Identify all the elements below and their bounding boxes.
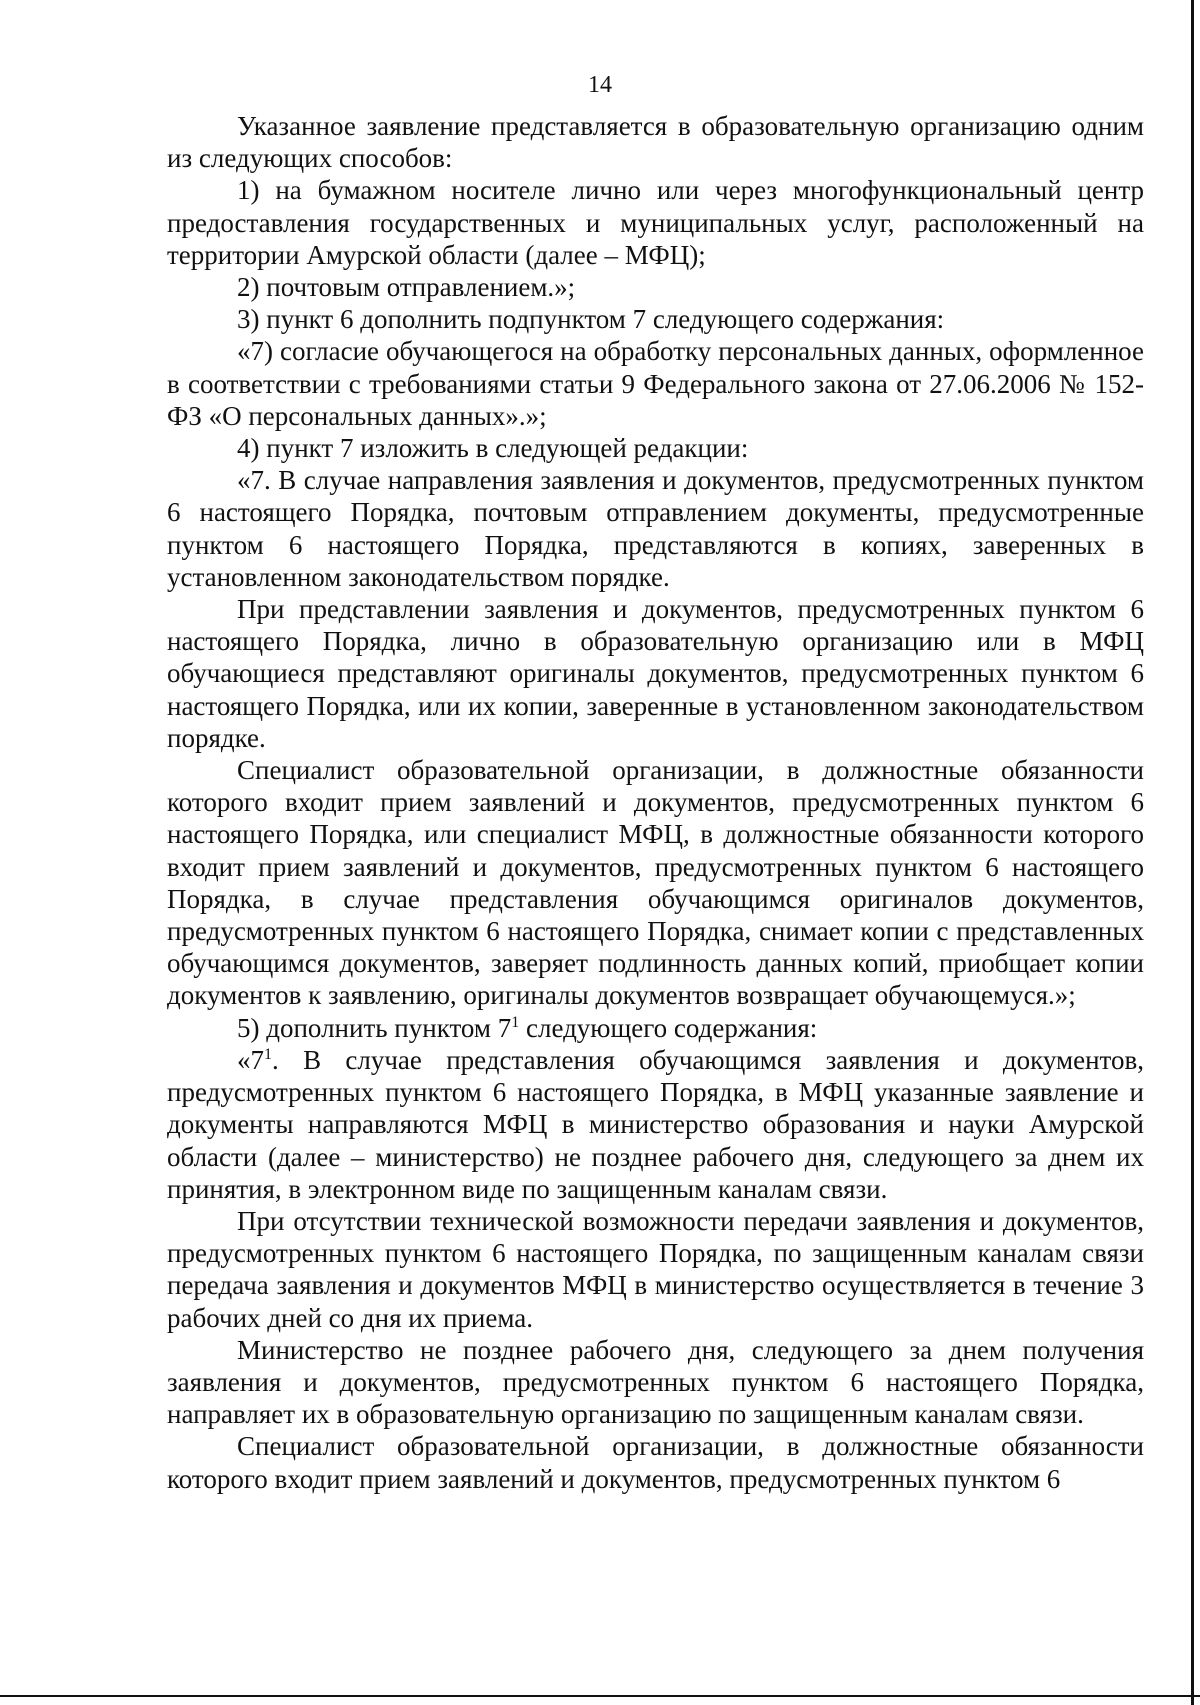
paragraph-10-text-end: следующего содержания: xyxy=(519,1012,818,1043)
paragraph-2: 1) на бумажном носителе лично или через многофункциональный центр предоставления государственных и муниципальных услуг, расположенный на территории Амурской области (далее – МФЦ); xyxy=(167,175,1144,270)
paragraph-3: 2) почтовым отправлением.»; xyxy=(237,272,576,303)
page-number: 14 xyxy=(588,72,612,98)
paragraph-6: 4) пункт 7 изложить в следующей редакции: xyxy=(237,433,749,464)
paragraph-7: «7. В случае направления заявления и документов, предусмотренных пунктом 6 настоящего Порядка, почтовым отправлением документы, предусмотренные пунктом 6 настоящего Порядка, представляются в копиях, заверенных в установленном законодательством порядке. xyxy=(167,465,1144,592)
paragraph-10 xyxy=(167,1012,1144,1044)
paragraph-11 xyxy=(167,1044,1144,1205)
page-edge-right xyxy=(1191,0,1194,1705)
paragraph-5: «7) согласие обучающегося на обработку персональных данных, оформленное в соответствии с требованиями статьи 9 Федерального закона от 27.06.2006 № 152-ФЗ «О персональных данных».»; xyxy=(167,336,1144,431)
paragraph-11-text: «7 xyxy=(237,1044,264,1075)
document-body xyxy=(167,110,1144,1495)
page-edge-bottom xyxy=(0,1695,1200,1697)
paragraph-13: Министерство не позднее рабочего дня, следующего за днем получения заявления и документов, предусмотренных пунктом 6 настоящего Порядка, направляет их в образовательную организацию по защищенным каналам связи. xyxy=(167,1334,1144,1430)
paragraph-12: При отсутствии технической возможности передачи заявления и документов, предусмотренных пунктом 6 настоящего Порядка, по защищенным каналам связи передача заявления и документов МФЦ в министерство осуществляется в течение 3 рабочих дней со дня их приема. xyxy=(167,1205,1144,1333)
paragraph-14: Специалист образовательной организации, в должностные обязанности которого входит прием заявлений и документов, предусмотренных пунктом 6 xyxy=(167,1431,1144,1494)
superscript-1: 1 xyxy=(264,1045,272,1063)
paragraph-4: 3) пункт 6 дополнить подпунктом 7 следующего содержания: xyxy=(237,304,945,335)
superscript-1: 1 xyxy=(511,1013,520,1031)
paragraph-10-text: 5) дополнить пунктом 7 xyxy=(237,1012,512,1043)
paragraph-1: Указанное заявление представляется в образовательную организацию одним из следующих способов: xyxy=(167,111,1144,174)
paragraph-9: Специалист образовательной организации, в должностные обязанности которого входит прием заявлений и документов, предусмотренных пунктом 6 настоящего Порядка, или специалист МФЦ, в должностные обязанности которого входит прием заявлений и документов, предусмотренных пунктом 6 настоящего Порядка, в случае представления обучающимся оригиналов документов, предусмотренных пунктом 6 настоящего Порядка, снимает копии с представленных обучающимся документов, заверяет подлинность данных копий, приобщает копии документов к заявлению, оригиналы документов возвращает обучающемуся.»; xyxy=(167,755,1144,1011)
paragraph-8: При представлении заявления и документов, предусмотренных пунктом 6 настоящего Порядка, лично в образовательную организацию или в МФЦ обучающиеся представляют оригиналы документов, предусмотренных пунктом 6 настоящего Порядка, или их копии, заверенные в установленном законодательством порядке. xyxy=(167,594,1144,753)
paragraph-11-text-end: . В случае представления обучающимся заявления и документов, предусмотренных пунктом 6 настоящего Порядка, в МФЦ указанные заявление и документы направляются МФЦ в министерство образования и науки Амурской области (далее – министерство) не позднее рабочего дня, следующего за днем их принятия, в электронном виде по защищенным каналам связи. xyxy=(167,1044,1144,1204)
